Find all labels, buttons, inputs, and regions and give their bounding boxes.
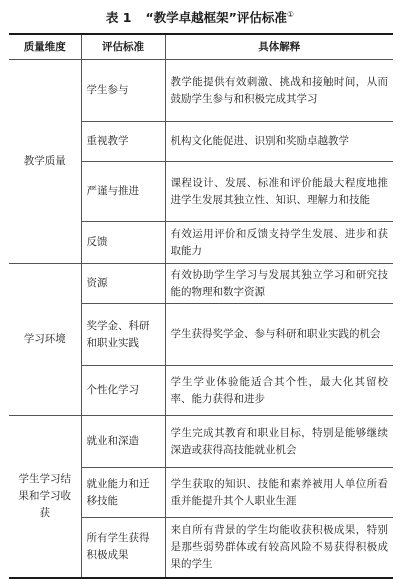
criterion-cell: 学生参与 <box>81 60 165 122</box>
header-criterion: 评估标准 <box>81 34 165 60</box>
criterion-cell: 资源 <box>81 264 165 304</box>
footnote-marker: ① <box>286 10 295 19</box>
criterion-cell: 严谨与推进 <box>81 162 165 222</box>
table-caption <box>0 4 400 26</box>
explanation-cell: 学生完成其教育和职业目标，特别是能够继续深造或获得高技能就业机会 <box>165 416 393 468</box>
dimension-cell: 教学质量 <box>9 60 81 264</box>
explanation-cell: 机构文化能促进、识别和奖励卓越教学 <box>165 122 393 162</box>
criterion-cell: 个性化学习 <box>81 366 165 416</box>
dimension-cell: 学生学习结果和学习收获 <box>9 416 81 578</box>
criterion-cell: 重视教学 <box>81 122 165 162</box>
explanation-cell: 课程设计、发展、标准和评价能最大程度地推进学生发展其独立性、知识、理解力和技能 <box>165 162 393 222</box>
explanation-cell: 学生获取的知识、技能和素养被用人单位所看重并能提升其个人职业生涯 <box>165 468 393 518</box>
criterion-cell: 反馈 <box>81 222 165 264</box>
criterion-cell: 就业和深造 <box>81 416 165 468</box>
criterion-cell: 奖学金、科研和职业实践 <box>81 304 165 366</box>
table-title: “教学卓越框架”评估标准 <box>145 10 287 26</box>
header-quality-dimension: 质量维度 <box>9 34 81 60</box>
table-row <box>9 60 393 122</box>
criterion-cell: 就业能力和迁移技能 <box>81 468 165 518</box>
table-row <box>9 416 393 468</box>
table-row <box>9 264 393 304</box>
explanation-cell: 有效协助学生学习与发展其独立学习和研究技能的物理和数字资源 <box>165 264 393 304</box>
explanation-cell: 来自所有背景的学生均能收获积极成果，特别是那些弱势群体或有较高风险不易获得积极成果的学生 <box>165 518 393 578</box>
explanation-cell: 有效运用评价和反馈支持学生发展、进步和获取能力 <box>165 222 393 264</box>
dimension-cell: 学习环境 <box>9 264 81 416</box>
explanation-cell: 教学能提供有效刺激、挑战和接触时间，从而鼓励学生参与和积极完成其学习 <box>165 60 393 122</box>
evaluation-criteria-table <box>9 33 393 579</box>
header-explanation: 具体解释 <box>165 34 393 60</box>
explanation-cell: 学生获得奖学金、参与科研和职业实践的机会 <box>165 304 393 366</box>
criterion-cell: 所有学生获得积极成果 <box>81 518 165 578</box>
header-row <box>9 34 393 60</box>
table-number: 表 1 <box>105 10 132 26</box>
explanation-cell: 学生学业体验能适合其个性，最大化其留校率、能力获得和进步 <box>165 366 393 416</box>
